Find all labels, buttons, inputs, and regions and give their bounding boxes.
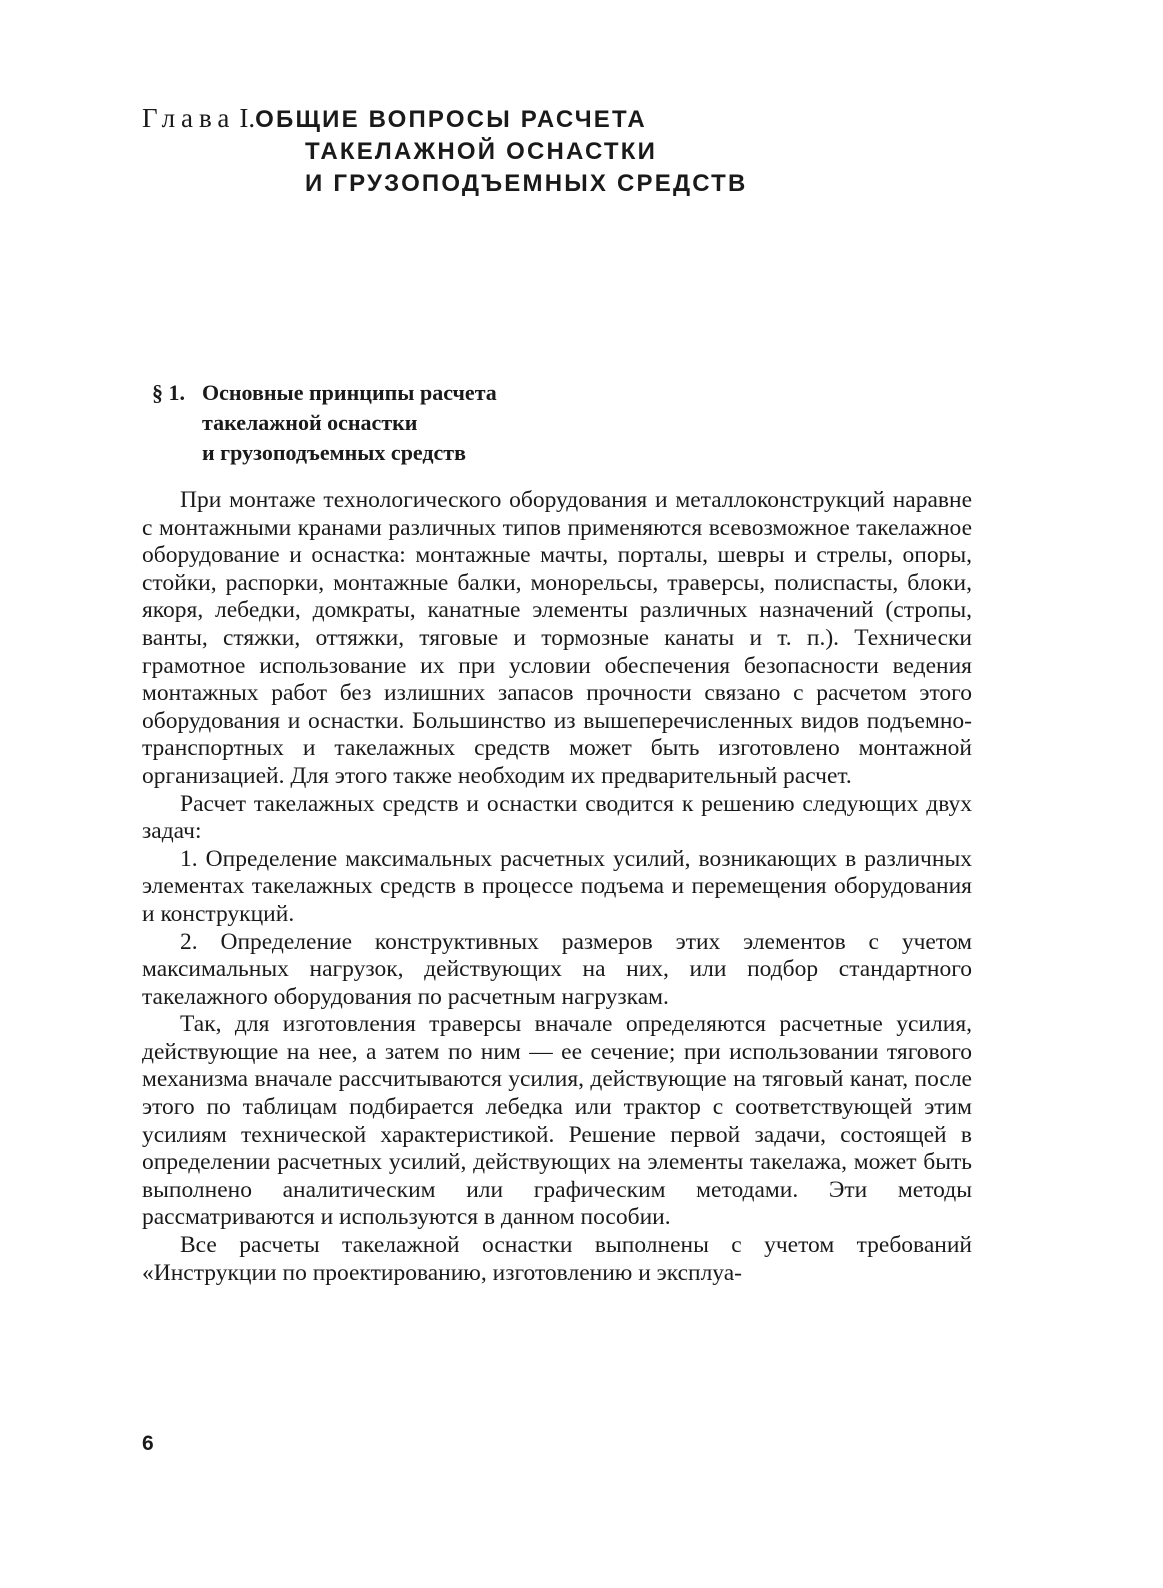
section-title-line: Основные принципы расчета bbox=[202, 380, 497, 405]
section-heading bbox=[152, 378, 672, 468]
paragraph: Расчет такелажных средств и оснастки сводится к решению следующих двух задач: bbox=[142, 790, 972, 845]
paragraph: При монтаже технологического оборудования и металлоконструкций наравне с монтажными кранами различных типов применяются всевозможное такелажное оборудование и оснастка: монтажные мачты, порталы, шевры и стрелы, опоры, стойки, распорки, монтажные балки, монорельсы, траверсы, полиспасты, блоки, якоря, лебедки, домкраты, канатные элементы различных назначений (стропы, ванты, стяжки, оттяжки, тяговые и тормозные канаты и т. п.). Технически грамотное использование их при условии обеспечения безопасности ведения монтажных работ без излишних запасов прочности связано с расчетом этого оборудования и оснастки. Большинство из вышеперечисленных видов подъемно-транспортных и такелажных средств может быть изготовлено монтажной организацией. Для этого также необходим их предварительный расчет. bbox=[142, 487, 972, 789]
chapter-heading bbox=[142, 103, 902, 200]
section-title-line: такелажной оснастки bbox=[202, 410, 418, 435]
paragraph: Так, для изготовления траверсы вначале определяются расчетные усилия, действующие на нее, а затем по ним — ее сечение; при использовании тягового механизма вначале рассчитываются усилия, действующие на тяговый канат, после этого по таблицам подбирается лебедка или трактор с соответствующей этим усилиям технической характеристикой. Решение первой задачи, состоящей в определении расчетных усилий, действующих на элементы такелажа, может быть выполнено аналитическим или графическим методами. Эти методы рассматриваются и используются в данном пособии. bbox=[142, 1011, 972, 1231]
chapter-title-line: И ГРУЗОПОДЪЕМНЫХ СРЕДСТВ bbox=[305, 170, 748, 197]
paragraph: Все расчеты такелажной оснастки выполнены с учетом требований «Инструкции по проектированию, изготовлению и эксплуа- bbox=[142, 1232, 972, 1286]
chapter-title-line: ОБЩИЕ ВОПРОСЫ РАСЧЕТА bbox=[255, 106, 647, 133]
chapter-number: I. bbox=[239, 103, 256, 133]
chapter-label: Глава bbox=[142, 103, 236, 133]
page-number: 6 bbox=[142, 1432, 154, 1455]
section-title-line: и грузоподъемных средств bbox=[202, 440, 466, 465]
chapter-title-line: ТАКЕЛАЖНОЙ ОСНАСТКИ bbox=[305, 138, 658, 165]
paragraph: 2. Определение конструктивных размеров этих элементов с учетом максимальных нагрузок, действующих на них, или подбор стандартного такелажного оборудования по расчетным нагрузкам. bbox=[142, 928, 972, 1010]
body-text bbox=[142, 487, 972, 1287]
chapter-title bbox=[255, 104, 647, 136]
section-mark: § 1. bbox=[152, 380, 185, 405]
section-title bbox=[202, 378, 497, 468]
paragraph: 1. Определение максимальных расчетных усилий, возникающих в различных элементах такелажных средств в процессе подъема и перемещения оборудования и конструкций. bbox=[142, 845, 972, 927]
